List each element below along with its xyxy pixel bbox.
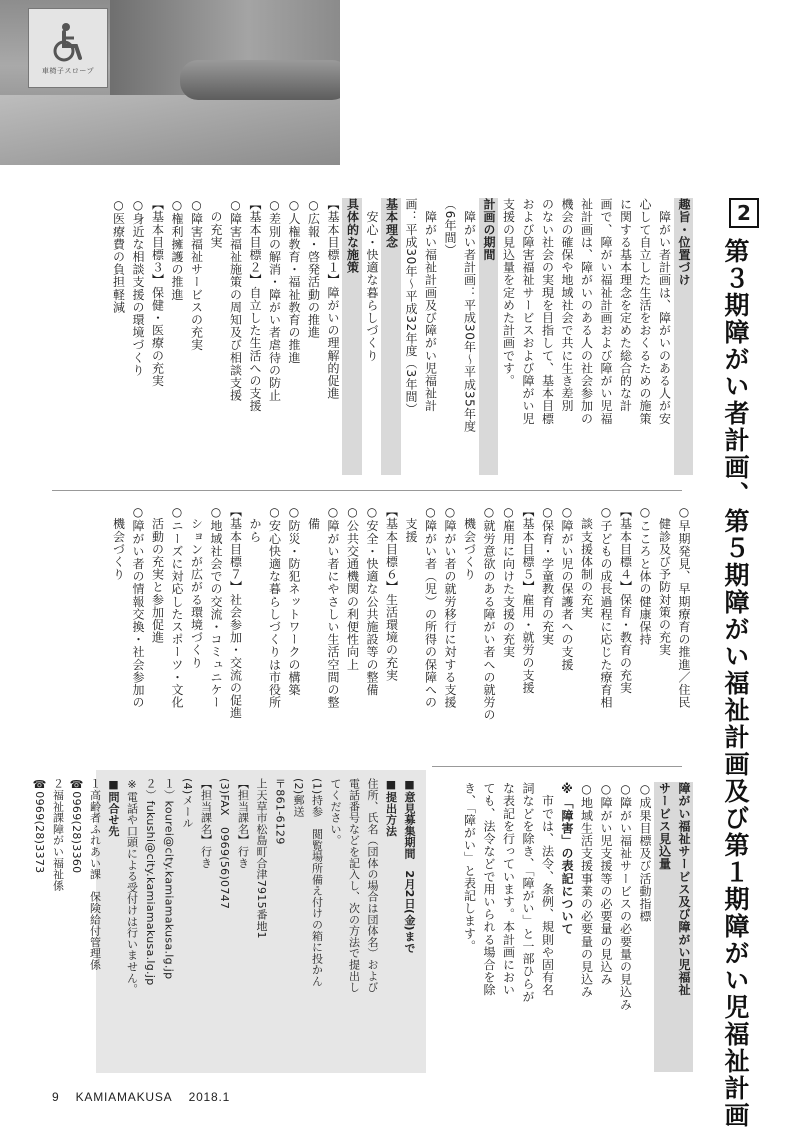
text-line: ○保育・学童教育の充実 — [540, 505, 555, 646]
text-line: 機会づくり — [111, 505, 126, 581]
header-photo — [0, 0, 340, 165]
text-line: 【基本目標３】保健・医療の充実 — [150, 198, 165, 387]
text-line: ○障がい児支援等の必要量の見込み — [599, 782, 613, 986]
public-comment-info-text — [30, 778, 419, 1068]
text-line: 画：平成30年～平成32年度（3年間） — [404, 198, 418, 416]
text-line: (1)持参 閲覧場所備え付けの箱に投かん — [310, 778, 324, 987]
text-line: 健診及び予防対策の充実 — [657, 505, 672, 657]
text-line: 電話番号などを記入し、次の方法で提出し — [347, 778, 361, 993]
section-heading: 具体的な施策 — [342, 198, 362, 475]
text-line: 市では、法令、条例、規則や固有名 — [540, 782, 555, 997]
top-text-block — [108, 198, 693, 475]
text-line: ■提出方法 — [384, 778, 398, 837]
page-number: 9 — [52, 1090, 60, 1104]
text-line: 活動の充実と参加促進 — [150, 505, 165, 644]
text-line: (3)FAX 0969(56)0747 — [218, 778, 231, 910]
page-footer — [52, 1090, 242, 1104]
text-line: 機会づくり — [462, 505, 477, 581]
text-line: 詞などを除き、「障がい」と一部ひらが — [521, 782, 535, 1003]
text-line: ○こころと体の健康保持 — [638, 505, 652, 646]
text-line: 安心・快適な暮らしづくり — [365, 198, 379, 362]
text-line: 【基本目標７】社会参加・交流の促進 — [228, 505, 243, 720]
text-line: 祉計画は、障がいのある人の社会参加の — [579, 198, 594, 425]
text-line: ○身近な相談支援の環境づくり — [131, 198, 145, 377]
text-line: 備 — [306, 505, 321, 531]
text-line: 【基本目標４】保育・教育の充実 — [618, 505, 633, 694]
section-number: 2 — [729, 198, 759, 228]
text-line: ○雇用に向けた支援の充実 — [501, 505, 516, 659]
text-line: ☎0969(28)3373 — [33, 778, 46, 874]
section-heading: 障がい福祉サービス及び障がい児福祉 — [674, 782, 694, 1072]
text-line: ても、法令などで用いられる場合を除 — [482, 782, 496, 997]
page-title: 第３期障がい者計画、第５期障がい福祉計画及び第１期障がい児福祉計画 — [721, 238, 750, 1129]
text-line: (4)メール — [181, 778, 194, 829]
text-line: ションが広がる環境づくり — [189, 505, 204, 669]
service-estimate-block — [459, 782, 693, 1072]
text-line: ○障がい者の就労移行に対する支援 — [443, 505, 457, 709]
text-line: ○ニーズに対応したスポーツ・文化 — [170, 505, 184, 709]
text-line: 上天草市松島町合津7915番地1 — [255, 778, 268, 939]
text-line: 【基本目標２】自立した生活への支援 — [248, 198, 262, 413]
text-line: な表記を行っています。本計画におい — [501, 782, 516, 997]
text-line: から — [248, 505, 262, 543]
text-line: ○子どもの成長過程に応じた療育相 — [599, 505, 613, 709]
text-line: ２福祉課障がい福祉係 — [51, 778, 65, 891]
middle-text-block — [108, 505, 693, 753]
text-line: １高齢者ふれあい課 保険給付管理係 — [88, 778, 102, 971]
text-line: ☎0969(28)3360 — [70, 778, 83, 874]
text-line: 談支援体制の充実 — [579, 505, 594, 619]
photo-ramp — [0, 95, 340, 165]
text-line: 障がい福祉計画及び障がい児福祉計 — [423, 198, 438, 413]
text-line: ○権利擁護の推進 — [170, 198, 184, 301]
text-line: 【基本目標６】生活環境の充実 — [384, 505, 399, 682]
wheelchair-icon — [46, 20, 90, 64]
text-line: ○障がい者にやさしい生活空間の整 — [326, 505, 340, 709]
text-line: および障害福祉サービスおよび障がい児 — [521, 198, 535, 425]
text-line: 障がい者計画は、障がいのある人が安 — [657, 198, 672, 425]
text-line: ○安心快適な暮らしづくりは市役所 — [267, 505, 282, 709]
text-line: の充実 — [209, 198, 223, 249]
text-line: ○公共交通機関の利便性向上 — [345, 505, 360, 671]
text-line: ○障がい福祉サービスの必要量の見込み — [618, 782, 633, 1011]
text-line: ■問合せ先 — [107, 778, 120, 837]
text-line: ※「障害」の表記について — [560, 782, 574, 936]
text-line: ○人権教育・福祉教育の推進 — [287, 198, 301, 364]
text-line: ２）fukushi@city.kamiamakusa.lg.jp — [144, 778, 157, 986]
section-heading: 趣旨・位置づけ — [674, 198, 694, 475]
text-line: ○障害福祉サービスの充実 — [189, 198, 204, 352]
text-line: ○地域社会での交流・コミュニケー — [209, 505, 223, 709]
text-line: ○就労意欲のある障がい者への就労の — [482, 505, 496, 722]
section-heading: 計画の期間 — [479, 198, 499, 475]
text-line: ○広報・啓発活動の推進 — [306, 198, 321, 339]
text-line: 障がい者計画：平成30年～平成35年度 — [462, 198, 477, 433]
text-line: てください。 — [329, 778, 342, 846]
text-line: 機会の確保や地域社会で共に生き差別 — [560, 198, 574, 413]
text-line: 〒861-6129 — [273, 778, 287, 845]
text-line: ○障がい者（児）の所得の保障への — [423, 505, 438, 709]
text-line: ○障がい児の保護者への支援 — [560, 505, 574, 671]
text-line: ○早期発見、早期療育の推進／住民 — [677, 505, 691, 709]
issue-date: 2018.1 — [188, 1090, 231, 1104]
text-line: に関する基本理念を定めた総合的な計 — [618, 198, 633, 413]
divider-top — [52, 490, 682, 491]
text-line: 【基本目標１】障がいの理解的促進 — [326, 198, 340, 400]
text-line: 支援の見込量を定めた計画です。 — [501, 198, 516, 387]
wheelchair-sign — [28, 8, 108, 88]
text-line: 心して自立した生活をおくるための施策 — [638, 198, 652, 425]
text-line: ○医療費の負担軽減 — [111, 198, 126, 314]
text-line: (2)郵送 — [292, 778, 305, 818]
text-line: ○成果目標及び活動指標 — [638, 782, 652, 923]
text-line: 画で、障がい福祉計画および障がい児福 — [599, 198, 613, 425]
magazine-name: KAMIAMAKUSA — [75, 1090, 173, 1104]
text-line: ○障がい者の情報交換・社会参加の — [131, 505, 145, 709]
text-line: １）kourei@city.kamiamakusa.lg.jp — [162, 778, 176, 980]
text-line: 【基本目標５】雇用・就労の支援 — [521, 505, 535, 694]
text-line: ○安全・快適な公共施設等の整備 — [365, 505, 379, 696]
text-line: ○差別の解消・障がい者虐待の防止 — [267, 198, 282, 402]
text-line: き、「障がい」と表記します。 — [462, 782, 477, 953]
divider-bottom — [432, 766, 682, 767]
text-line: ○地域生活支援事業の必要量の見込み — [579, 782, 594, 999]
text-line: 支援 — [404, 505, 418, 543]
section-heading: 基本理念 — [381, 198, 401, 475]
text-line: ※電話や口頭による受付けは行いません。 — [125, 778, 139, 995]
text-line: ■意見募集期間 2月2日(金)まで — [403, 778, 416, 954]
photo-handrail — [180, 60, 340, 100]
text-line: 【担当課名】行き — [236, 778, 250, 869]
section-heading: サービス見込量 — [654, 782, 674, 1072]
text-line: のない社会の実現を目指して、基本目標 — [540, 198, 555, 425]
sign-label: 車椅子スロープ — [41, 67, 95, 75]
text-line: 【担当課名】行き — [199, 778, 213, 869]
text-line: ○防災・防犯ネットワークの構築 — [287, 505, 301, 696]
text-line: ○障害福祉施策の周知及び相談支援 — [228, 198, 243, 402]
text-line: 住所、氏名（団体の場合は団体名）および — [366, 778, 379, 993]
text-line: （6年間） — [443, 198, 457, 257]
